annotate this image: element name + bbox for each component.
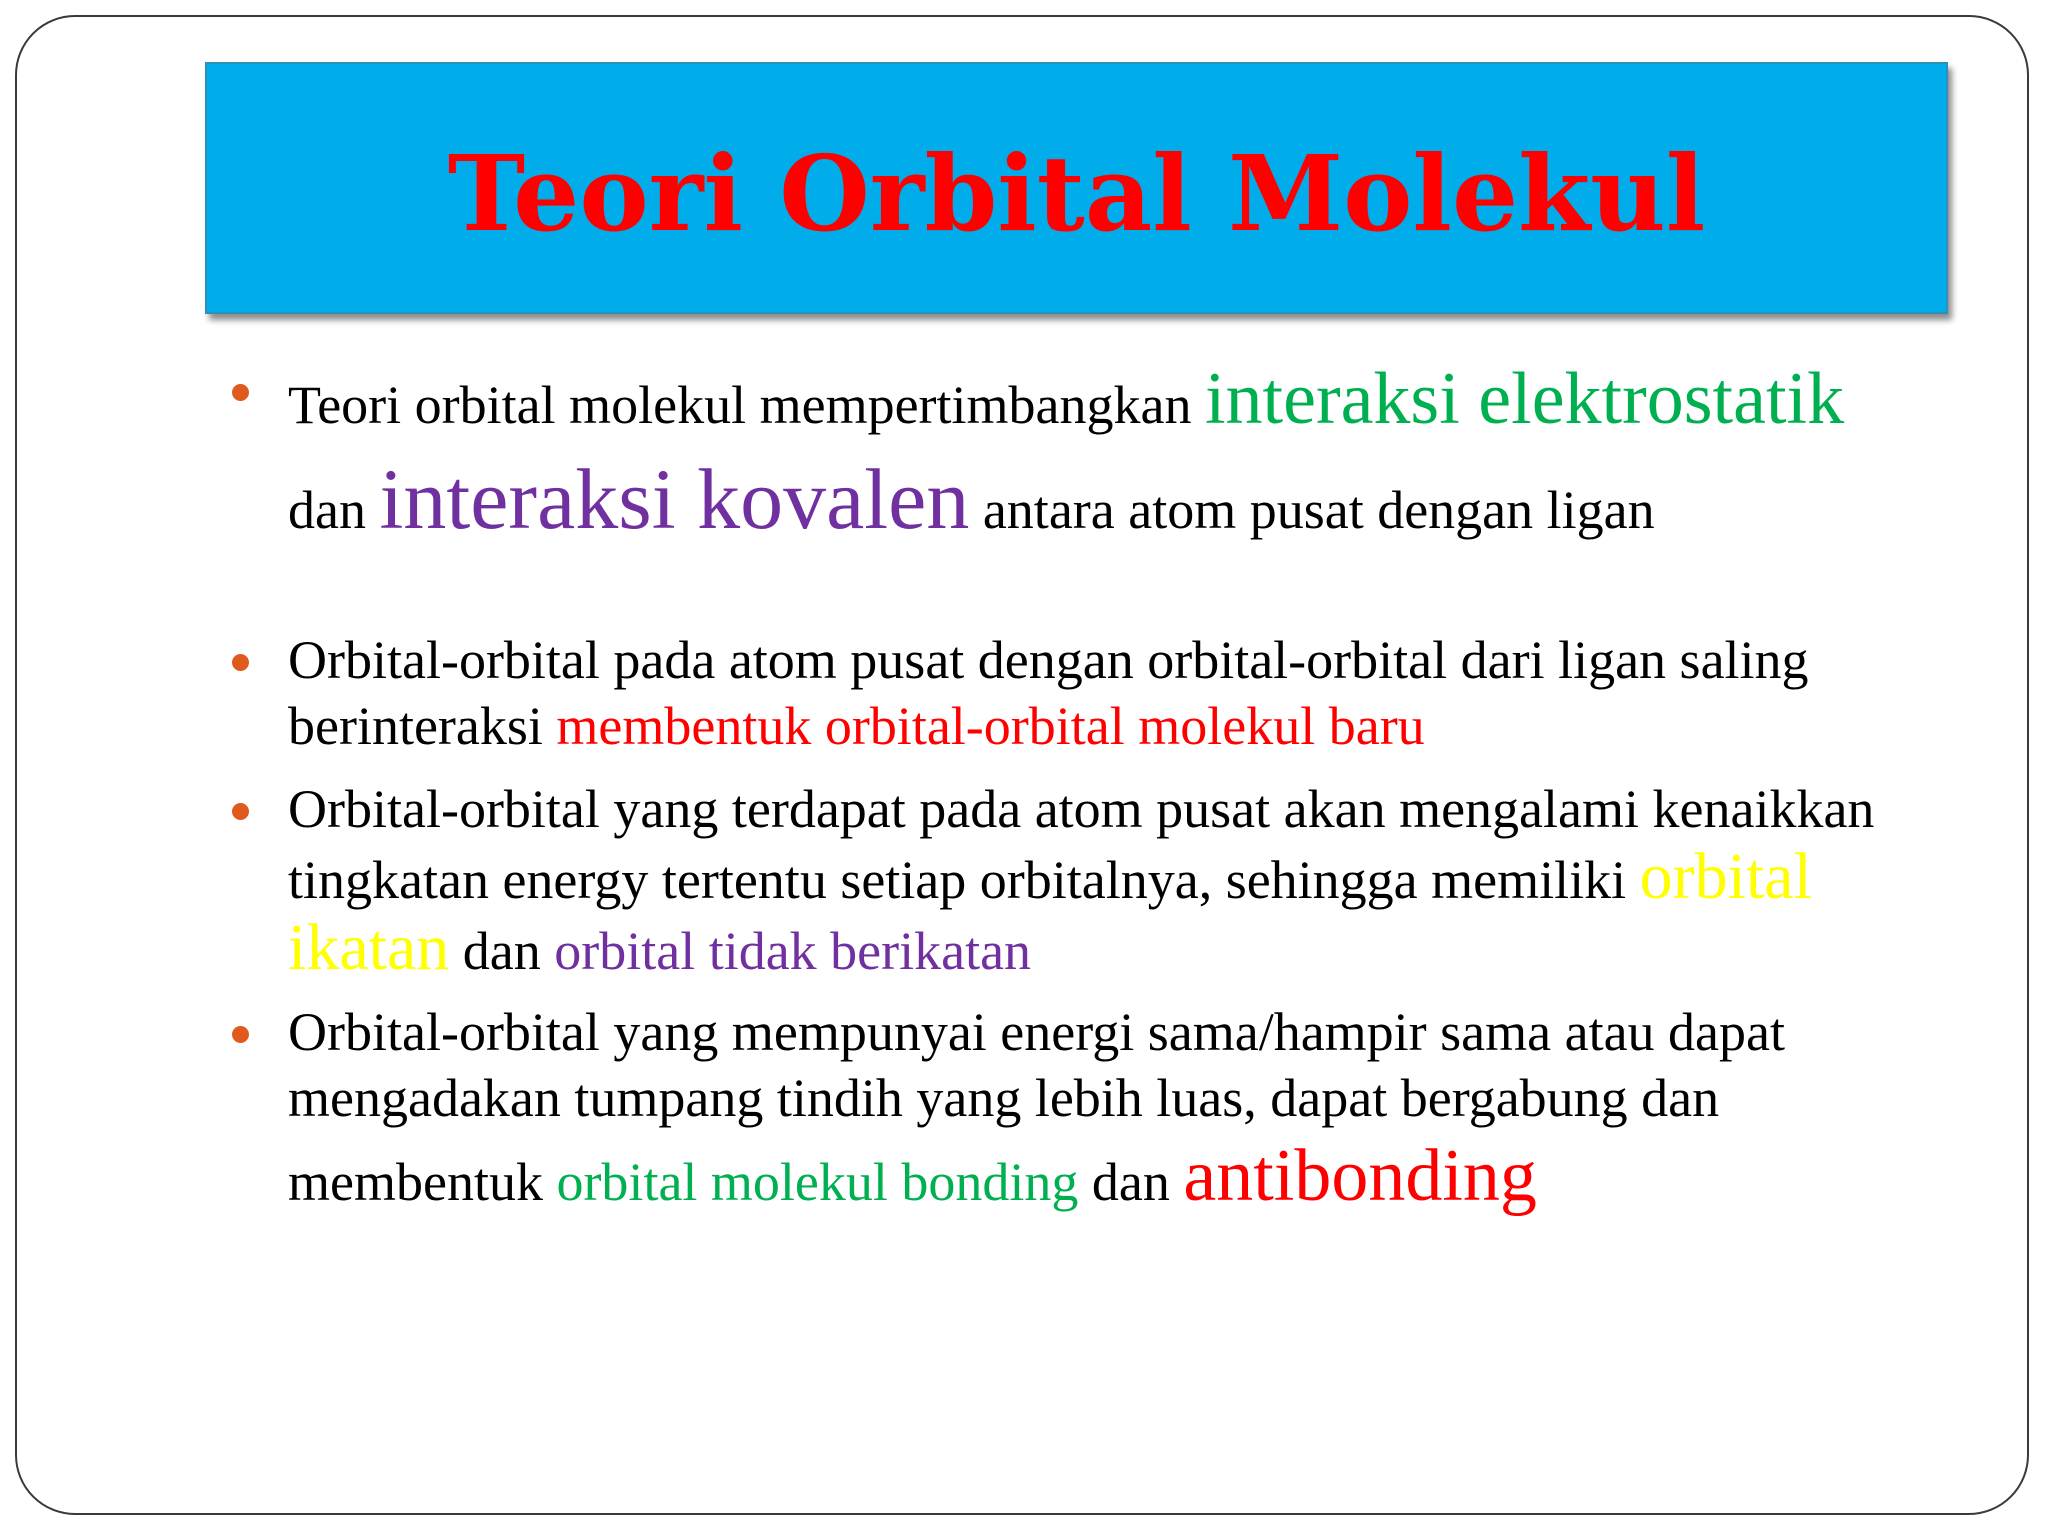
bullet-1-highlight-electrostatic: interaksi elektrostatik	[1204, 358, 1845, 440]
bullet-4-highlight-antibonding: antibonding	[1183, 1135, 1537, 1217]
bullet-3-highlight-nonbonding-orbital: orbital tidak berikatan	[554, 921, 1032, 981]
bullet-3-highlight-bonding-orbital: orbital ikatan	[288, 840, 1812, 984]
bullet-2-highlight-new-orbitals: membentuk orbital-orbital molekul baru	[556, 696, 1425, 756]
bullet-4-highlight-bonding: orbital molekul bonding	[556, 1152, 1079, 1212]
bullet-3-text-a: Orbital-orbital yang terdapat pada atom pusat akan mengalami kenaikkan tingkatan energy tertentu setiap orbitalnya, sehingga memiliki	[288, 779, 1875, 910]
bullet-item-1	[288, 352, 1908, 557]
bullet-item-2	[288, 627, 1908, 759]
bullet-item-3	[288, 775, 1908, 985]
bullet-dot-icon	[232, 384, 249, 401]
bullet-item-4	[288, 999, 1908, 1221]
bullet-1-text-b: dan	[288, 480, 380, 540]
bullet-dot-icon	[232, 1026, 249, 1043]
bullet-3-text-b: dan	[449, 921, 555, 981]
bullet-list	[17, 17, 2027, 1513]
bullet-4-text-a: Orbital-orbital yang mempunyai energi sama/hampir sama atau dapat mengadakan tumpang tindih yang lebih luas, dapat bergabung dan membentuk	[288, 1002, 1785, 1212]
bullet-1-highlight-covalent: interaksi kovalen	[379, 451, 970, 547]
bullet-dot-icon	[232, 803, 249, 820]
bullet-1-text-a: Teori orbital molekul mempertimbangkan	[288, 375, 1205, 435]
bullet-2-text-a: Orbital-orbital pada atom pusat dengan orbital-orbital dari ligan saling berinteraksi	[288, 630, 1809, 756]
slide-title: Teori Orbital Molekul	[447, 132, 1706, 255]
bullet-dot-icon	[232, 654, 249, 671]
bullet-1-text-c: antara atom pusat dengan ligan	[969, 480, 1655, 540]
slide-frame	[15, 15, 2029, 1515]
bullet-4-text-b: dan	[1078, 1152, 1184, 1212]
